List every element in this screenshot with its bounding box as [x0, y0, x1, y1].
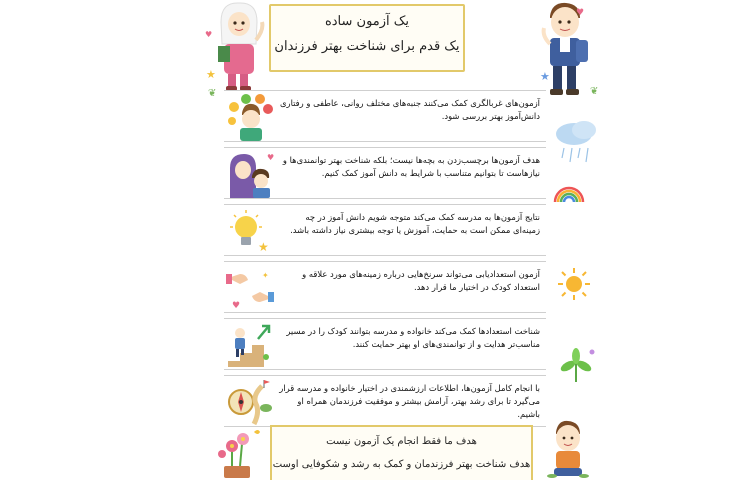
row-text: شناخت استعدادها کمک می‌کند خانواده و مدرسه بتوانند کودک را در مسیر مناسب‌تر هدایت و از توانمندی‌های او بهتر حمایت کنند.: [286, 326, 540, 349]
climbing-stairs-icon: [226, 321, 274, 369]
title-line-1: یک آزمون ساده: [324, 14, 410, 29]
child-emotions-icon: [226, 93, 274, 141]
svg-text:♥: ♥: [232, 301, 241, 311]
cloud-rain-icon: [552, 118, 600, 168]
heart-icon: ♥: [205, 30, 213, 39]
row-text: هدف آزمون‌ها برچسب‌زدن به بچه‌ها نیست؛ بلکه شناخت بهتر توانمندی‌ها و نیازهاست تا بتوانیم متناسب با شرایط به دانش آموز کمک کنیم.: [282, 155, 540, 178]
girl-student-illustration: [212, 0, 266, 92]
info-rows: [224, 90, 546, 432]
info-row: [224, 147, 546, 199]
row-text: آزمون استعدادیابی می‌تواند سرنخ‌هایی درباره زمینه‌های مورد علاقه و استعداد کودک در اختیار ما قرار دهد.: [302, 269, 540, 292]
sitting-boy-illustration: [546, 418, 590, 480]
row-text: نتایج آزمون‌ها به مدرسه کمک می‌کند متوجه شویم دانش آموز در چه زمینه‌ای ممکن است به حمایت، آموزش یا توجه بیشتری نیاز داشته باشد.: [290, 212, 540, 235]
title-line-2: یک قدم برای شناخت بهتر فرزندان: [274, 39, 460, 54]
title-card: [269, 4, 465, 72]
lightbulb-icon: [226, 207, 274, 255]
star-icon: ★: [206, 68, 216, 81]
rainbow-icon: [552, 184, 586, 204]
info-row: [224, 261, 546, 313]
row-text: آزمون‌های غربالگری کمک می‌کنند جنبه‌های مختلف روانی، عاطفی و رفتاری دانش‌آموز بهتر بررسی شود.: [279, 98, 540, 121]
info-row: [224, 204, 546, 256]
svg-text:♥: ♥: [267, 153, 274, 162]
svg-text:★: ★: [258, 240, 269, 254]
heart-icon: ♥: [576, 8, 585, 18]
footer-line-1: هدف ما فقط انجام یک آزمون نیست: [326, 436, 477, 447]
star-icon: ★: [540, 70, 550, 83]
footer-card: [270, 425, 533, 480]
leaf-icon: ❦: [208, 88, 217, 99]
sun-icon: [556, 266, 592, 302]
flower-pot-illustration: [212, 424, 264, 480]
info-row: [224, 90, 546, 142]
info-row: [224, 318, 546, 370]
info-row: [224, 375, 546, 427]
row-text: با انجام کامل آزمون‌ها، اطلاعات ارزشمندی در اختیار خانواده و مدرسه قرار می‌گیرد تا برای رشد بهتر، آرامش بیشتر و موفقیت فرزندمان همراه او باشیم.: [279, 383, 540, 419]
mother-child-icon: [226, 150, 274, 198]
footer-line-2: هدف شناخت بهتر فرزندمان و کمک به رشد و شکوفایی اوست: [272, 459, 531, 470]
compass-path-icon: [226, 378, 274, 426]
sprout-icon: [554, 344, 598, 384]
helping-hands-icon: [226, 264, 274, 312]
leaf-icon: ❦: [590, 86, 599, 97]
svg-text:✦: ✦: [262, 271, 269, 280]
